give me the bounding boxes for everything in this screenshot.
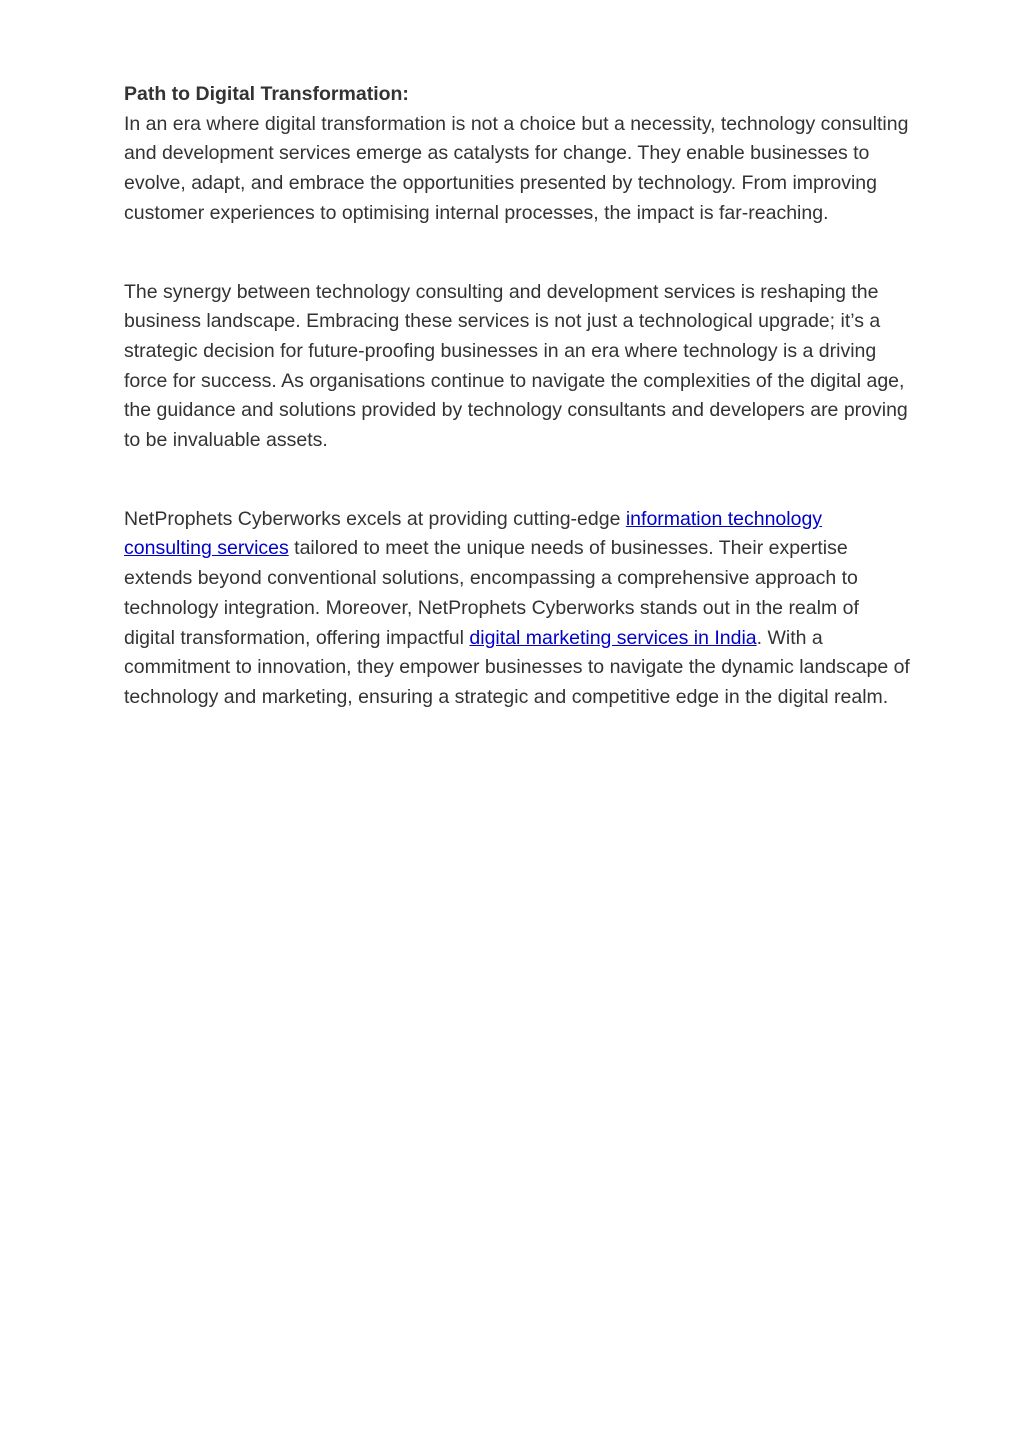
paragraph-text-segment: tailored to meet the unique needs of businesses. Their expertise extends beyond conventional solutions, encompassing a comprehensive approach to technology integration. Moreover, NetProphets Cyberworks stands out in the realm of digital transformation, offering impactful — [124, 537, 859, 649]
paragraph-netprophets — [124, 505, 914, 713]
section-heading: Path to Digital Transformation: — [124, 83, 409, 105]
paragraph-text-segment: . With a commitment to innovation, they empower businesses to navigate the dynamic landscape of technology and marketing, ensuring a strategic and competitive edge in the digital realm. — [124, 626, 910, 708]
link-digital-marketing-services[interactable]: digital marketing services in India — [469, 626, 757, 649]
paragraph-text-segment: NetProphets Cyberworks excels at providing cutting-edge — [124, 507, 626, 530]
link-it-consulting-services[interactable]: information technology consulting services — [124, 507, 823, 560]
paragraph-synergy: The synergy between technology consulting and development services is reshaping the business landscape. Embracing these services is not just a technological upgrade; it’s a strategic decision for future-proofing businesses in an era where technology is a driving force for success. As organisations continue to navigate the complexities of the digital age, the guidance and solutions provided by technology consultants and developers are proving to be invaluable assets. — [124, 280, 908, 452]
paragraph-intro: In an era where digital transformation is not a choice but a necessity, technology consulting and development services emerge as catalysts for change. They enable businesses to evolve, adapt, and embrace the opportunities presented by technology. From improving customer experiences to optimising internal processes, the impact is far-reaching. — [124, 112, 909, 224]
document-body — [124, 80, 914, 713]
